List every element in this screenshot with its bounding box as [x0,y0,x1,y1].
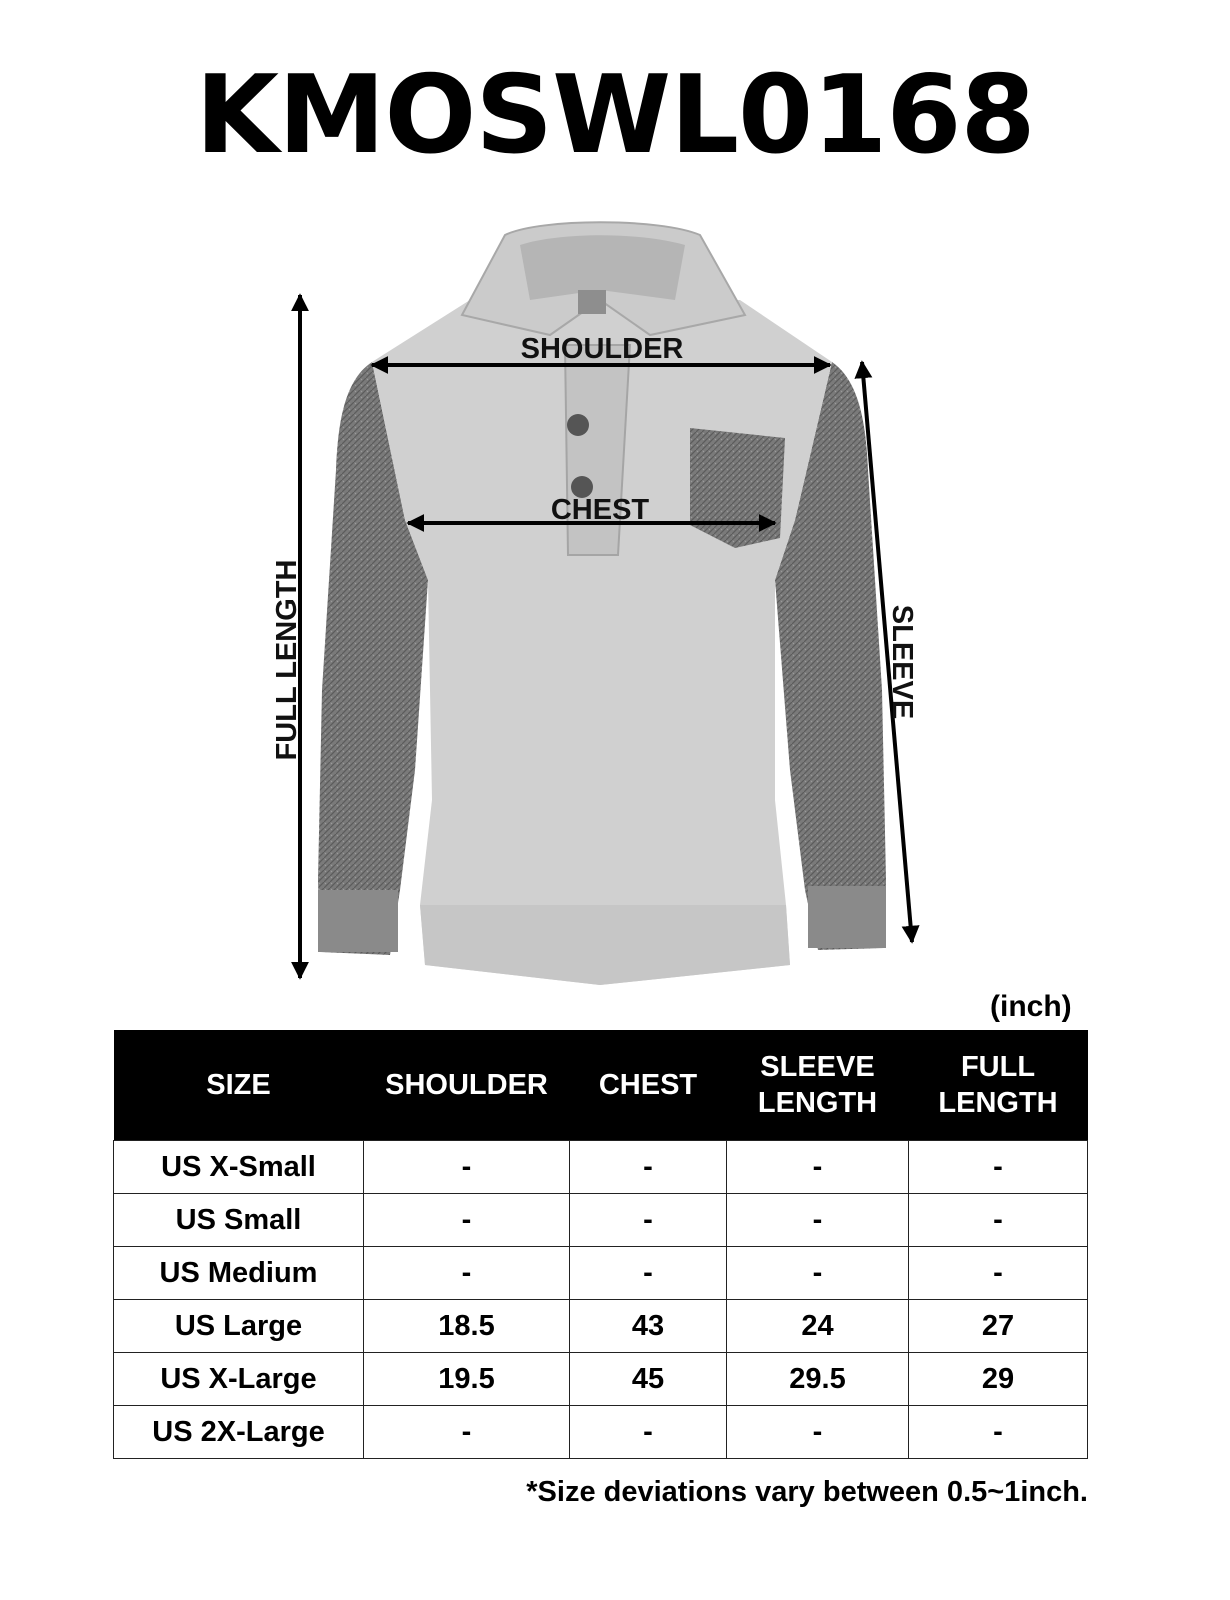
right-cuff [808,886,886,948]
table-row [114,1247,1088,1300]
shoulder-label: SHOULDER [520,333,684,365]
chest-label: CHEST [550,494,650,526]
header-shoulder: SHOULDER [364,1030,570,1141]
table-row [114,1194,1088,1247]
chest-cell: - [570,1406,727,1459]
table-row [114,1141,1088,1194]
table-row [114,1353,1088,1406]
shoulder-cell: - [364,1194,570,1247]
size-cell: US X-Small [114,1141,364,1194]
chest-cell: 43 [570,1300,727,1353]
sleeve-cell: - [727,1406,909,1459]
sleeve-cell: - [727,1141,909,1194]
full-length-label: FULL LENGTH [271,559,303,761]
header-sleeve-length: SLEEVE LENGTH [727,1030,909,1141]
table-row [114,1406,1088,1459]
table-header-row [114,1030,1088,1141]
chest-cell: - [570,1194,727,1247]
full-length-cell: - [909,1406,1088,1459]
full-length-cell: 29 [909,1353,1088,1406]
shoulder-cell: 19.5 [364,1353,570,1406]
chest-cell: 45 [570,1353,727,1406]
chest-pocket [690,428,785,548]
size-cell: US Medium [114,1247,364,1300]
sleeve-cell: - [727,1194,909,1247]
full-length-cell: - [909,1141,1088,1194]
chest-cell: - [570,1141,727,1194]
button [567,414,589,436]
shoulder-cell: - [364,1406,570,1459]
header-size: SIZE [114,1030,364,1141]
size-cell: US X-Large [114,1353,364,1406]
sleeve-cell: 24 [727,1300,909,1353]
size-deviation-note: *Size deviations vary between 0.5~1inch. [526,1476,1088,1508]
product-code-title: KMOSWL0168 [195,53,1035,178]
left-cuff [318,890,398,952]
sleeve-label: SLEEVE [886,604,918,720]
table-row [114,1300,1088,1353]
size-cell: US 2X-Large [114,1406,364,1459]
hem-rib [420,905,790,985]
size-cell: US Small [114,1194,364,1247]
shoulder-cell: - [364,1141,570,1194]
header-full-length: FULL LENGTH [909,1030,1088,1141]
sleeve-cell: - [727,1247,909,1300]
shoulder-cell: 18.5 [364,1300,570,1353]
shoulder-cell: - [364,1247,570,1300]
size-chart-table [113,1030,1088,1459]
unit-label: (inch) [990,990,1072,1023]
full-length-cell: - [909,1194,1088,1247]
full-length-cell: 27 [909,1300,1088,1353]
sleeve-cell: 29.5 [727,1353,909,1406]
chest-cell: - [570,1247,727,1300]
full-length-cell: - [909,1247,1088,1300]
neck-tag [578,290,606,314]
header-chest: CHEST [570,1030,727,1141]
size-cell: US Large [114,1300,364,1353]
